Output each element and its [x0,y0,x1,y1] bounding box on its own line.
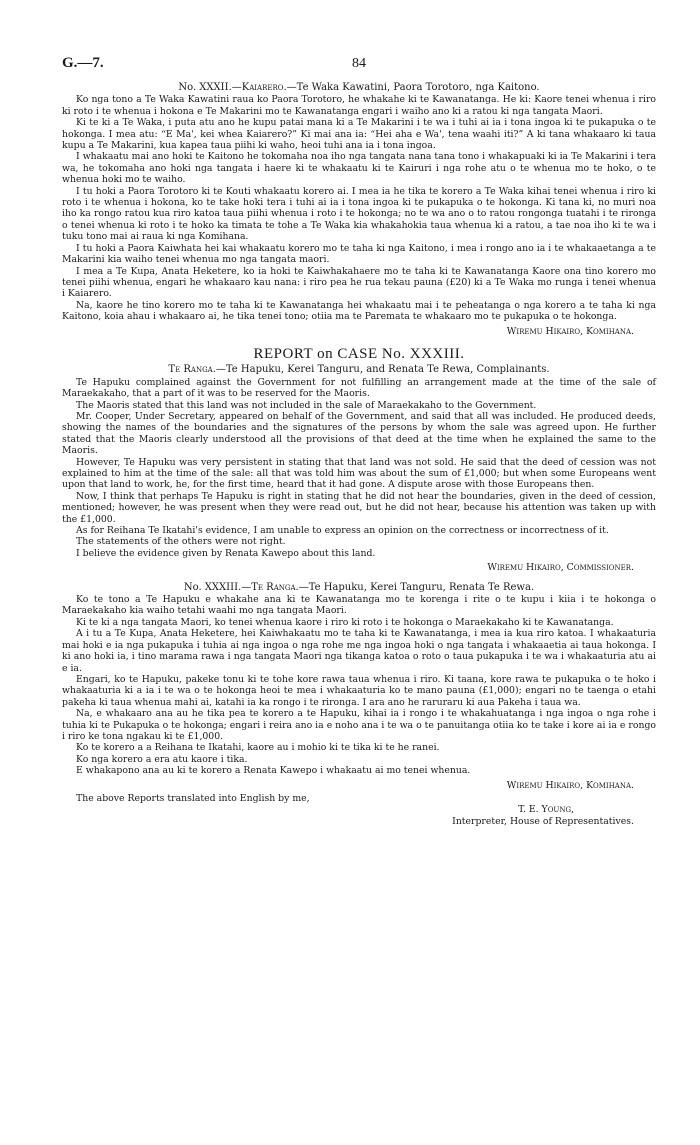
paragraph: The Maoris stated that this land was not included in the sale of Maraekakaho to the Government. [76,399,537,411]
paragraph: Ko nga tono a Te Waka Kawatini raua ko Paora Torotoro, he whakahe ki te Kawanatanga. He ki: Kaore tenei whenua i riro ki roto i te whenua i hokona e Te Makarini mo te Kawanatanga engari i waiho ano ki a ratou ki nga tangata Maori. [62,94,656,117]
paragraph: Ko nga korero a era atu kaore i tika. [76,753,248,765]
case-33-section [62,582,656,791]
paragraph: A i tu a Te Kupa, Anata Heketere, hei Kaiwhakaatu mo te taha ki te Kawanatanga, i mea ia kua riro katoa. I whakaaturia mai hoki e ia nga pukapuka i tuhia ai nga ingoa o nga rohe me nga ingoa hoki o nga tangata i whakaaetia ai taua hokonga. I ki ano hoki ia, i tino marama rawa i nga tangata Maori nga tikanga katoa o roto o taua pukapuka i te wa i whakaaturia atu ai e ia. [62,628,656,674]
paragraph: Te Hapuku complained against the Government for not fulfilling an arrangement made at the time of the sale of Maraekakaho, that a part of it was to be reserved for the Maoris. [62,376,656,400]
paragraph: I whakaatu mai ano hoki te Kaitono he tokomaha noa iho nga tangata nana tana tono i whakapuaki ki ia Te Makarini i tera wa, he tokomaha ano hoki nga tangata i haere ki te whakaatu ki te Kairuri i nga rohe atu o te whenua mo te hoko, o te whenua hoki mo te waiho. [62,151,656,186]
case-33-heading [62,582,656,593]
page-number: 84 [352,56,366,71]
parties: —Te Hapuku, Kerei Tanguru, Renata Te Rewa. [298,581,535,593]
paragraph: I believe the evidence given by Renata Kawepo about this land. [76,547,376,559]
interpreter-signature [62,804,656,827]
paragraph: Na, e whakaaro ana au he tika pea te korero a te Hapuku, kihai ia i rongo i te whakahuatanga i nga ingoa o nga rohe i tuhia ki te Pukapuka o te hokonga; engari i reira ano ia e noho ana i te wa o te panuitanga otiia ko te take i kore ai ia e rongo i riro ke tona ngakau ki te £1,000. [62,708,656,742]
paragraph: Now, I think that perhaps Te Hapuku is right in stating that he did not hear the boundaries, given in the deed of cession, mentioned; however, he was present when they were read out, but he did not hear, because his attention was taken up with the £1,000. [62,490,656,525]
paragraph: However, Te Hapuku was very persistent in stating that that land was not sold. He said that the deed of cession was not explained to him at the time of the sale: all that was told him was about the sum of £1,000; but when some Europeans went upon that land to work, he, for the first time, heard that it had gone. A dispute arose with those Europeans then. [62,456,656,491]
report-title: REPORT on CASE No. XXXIII. [253,345,465,362]
paragraph: Ki te ki a Te Waka, i puta atu ano he kupu patai mana ki a Te Makarini i te wa i tuhi ai ia i tona ingoa ki te pukapuka o te hokonga. I mea atu: “E Ma', kei whea Kaiarero?” Ki mai ana ia: “Hei aha e Wa', tena waahi iti?” A ki tana whakaaro ki taua kupu a Te Makarini, kua kapea taua piihi ki waho, heoi tuhi ana ia i tona ingoa. [62,117,656,152]
place-name: Kaiarero. [241,82,287,93]
place-name: Te Ranga. [168,364,216,376]
paragraph: Ko te korero a a Reihana te Ikatahi, kaore au i mohio ki te tika ki te he ranei. [76,742,440,754]
signature: Wiremu Hikairo, Commissioner. [487,562,634,574]
parties: —Te Waka Kawatini, Paora Torotoro, nga Kaitono. [286,82,540,93]
paragraph: I mea a Te Kupa, Anata Heketere, ko ia hoki te Kaiwhakahaere mo te taha ki te Kawanatanga Kaore ona tino korero mo tenei piihi whenua, engari he whakaaro kau nana: i riro pea he rua tekau pauna (£20) ki a Te Waka mo runga i tenei whenua i Kaiarero. [62,265,656,300]
interpreter-title: Interpreter, House of Representatives. [452,815,634,827]
paragraph: Na, kaore he tino korero mo te taha ki te Kawanatanga hei whakaatu mai i te peheatanga o nga korero a te taha ki nga Kaitono, koia ahau i whakaaro ai, he tika tenei tono; otiia ma te Paremata te whakaaro mo te pukapuka o te hokonga. [62,299,656,323]
closing-block [62,793,656,804]
report-33-section [62,345,656,574]
case-32-heading [62,82,656,93]
page-header [62,55,656,82]
paragraph: I tu hoki a Paora Kaiwhata hei kai whakaatu korero mo te taha ki nga Kaitono, i mea i rongo ano ia i te whakaaetanga a te Makarini kia waiho tenei whenua mo nga tangata maori. [62,242,656,266]
paragraph: The statements of the others were not right. [76,536,286,548]
report-33-heading [62,364,656,375]
paper-reference: G.—7. [62,55,104,71]
parties: —Te Hapuku, Kerei Tanguru, and Renata Te Rewa, Complainants. [215,364,550,376]
paragraph: As for Reihana Te Ikatahi's evidence, I am unable to express an opinion on the correctness or incorrectness of it. [76,525,609,537]
paragraph: Mr. Cooper, Under Secretary, appeared on behalf of the Government, and said that all was included. He produced deeds, showing the names of the boundaries and the signatures of the persons by whom the sale was agreed upon. He further stated that the Maoris clearly understood all the provisions of that deed at the time when he explained the same to the Maoris. [62,410,656,457]
case-number: No. XXXII.— [178,82,242,93]
place-name: Te Ranga. [251,581,299,593]
signature: Wiremu Hikairo, Komihana. [506,779,634,791]
paragraph: Ki te ki a nga tangata Maori, ko tenei whenua kaore i riro ki roto i te hokonga o Maraekakaho ki te Kawanatanga. [76,616,614,628]
signature: Wiremu Hikairo, Komihana. [506,325,634,337]
paragraph: E whakapono ana au ki te korero a Renata Kawepo i whakaatu ai mo tenei whenua. [76,765,471,777]
paragraph: Ko te tono a Te Hapuku e whakahe ana ki te Kawanatanga mo te korenga i rite o te kupu i kiia i te hokonga o Maraekakaho kia waiho tetahi waahi mo nga tangata Maori. [62,594,656,617]
paragraph: Engari, ko te Hapuku, pakeke tonu ki te tohe kore rawa taua whenua i riro. Ki taana, kore rawa te pukapuka o te hoko i whakaaturia ki a ia i te wa o te hokonga heoi te mea i whakaaturia ko te mano pauna (£1,000); engari no te taenga o etahi pakeha ki taua whenua mahi ai, katahi ia ka rongo i te rironga. I ara ano he raruraru ki aua Pakeha i taua wa. [62,673,656,708]
case-number: No. XXXIII.— [183,581,252,593]
translation-statement: The above Reports translated into English by me, [76,792,310,804]
case-32-section [62,82,656,337]
paragraph: I tu hoki a Paora Torotoro ki te Kouti whakaatu korero ai. I mea ia he tika te korero a Te Waka kihai tenei whenua i riro ki roto i te whenua i hokona, ko te take hoki tera i tuhi ai ia i tona ingoa ki te pukapuka o te hokonga. Ki tana ki, no muri noa iho ka rongo ratou kua riro katoa taua piihi whenua i roto i te hokonga; no te wa ano o to ratou rongonga tuatahi i te rironga o tenei whenua ki roto i te hoko ka timata te tohe a Te Waka kia whakahokia taua whenua ki a ratou, a tae noa iho ki te wa i tuku tono mai ai raua ki nga Komihana. [62,185,656,243]
interpreter-name: T. E. Young, [518,804,574,816]
